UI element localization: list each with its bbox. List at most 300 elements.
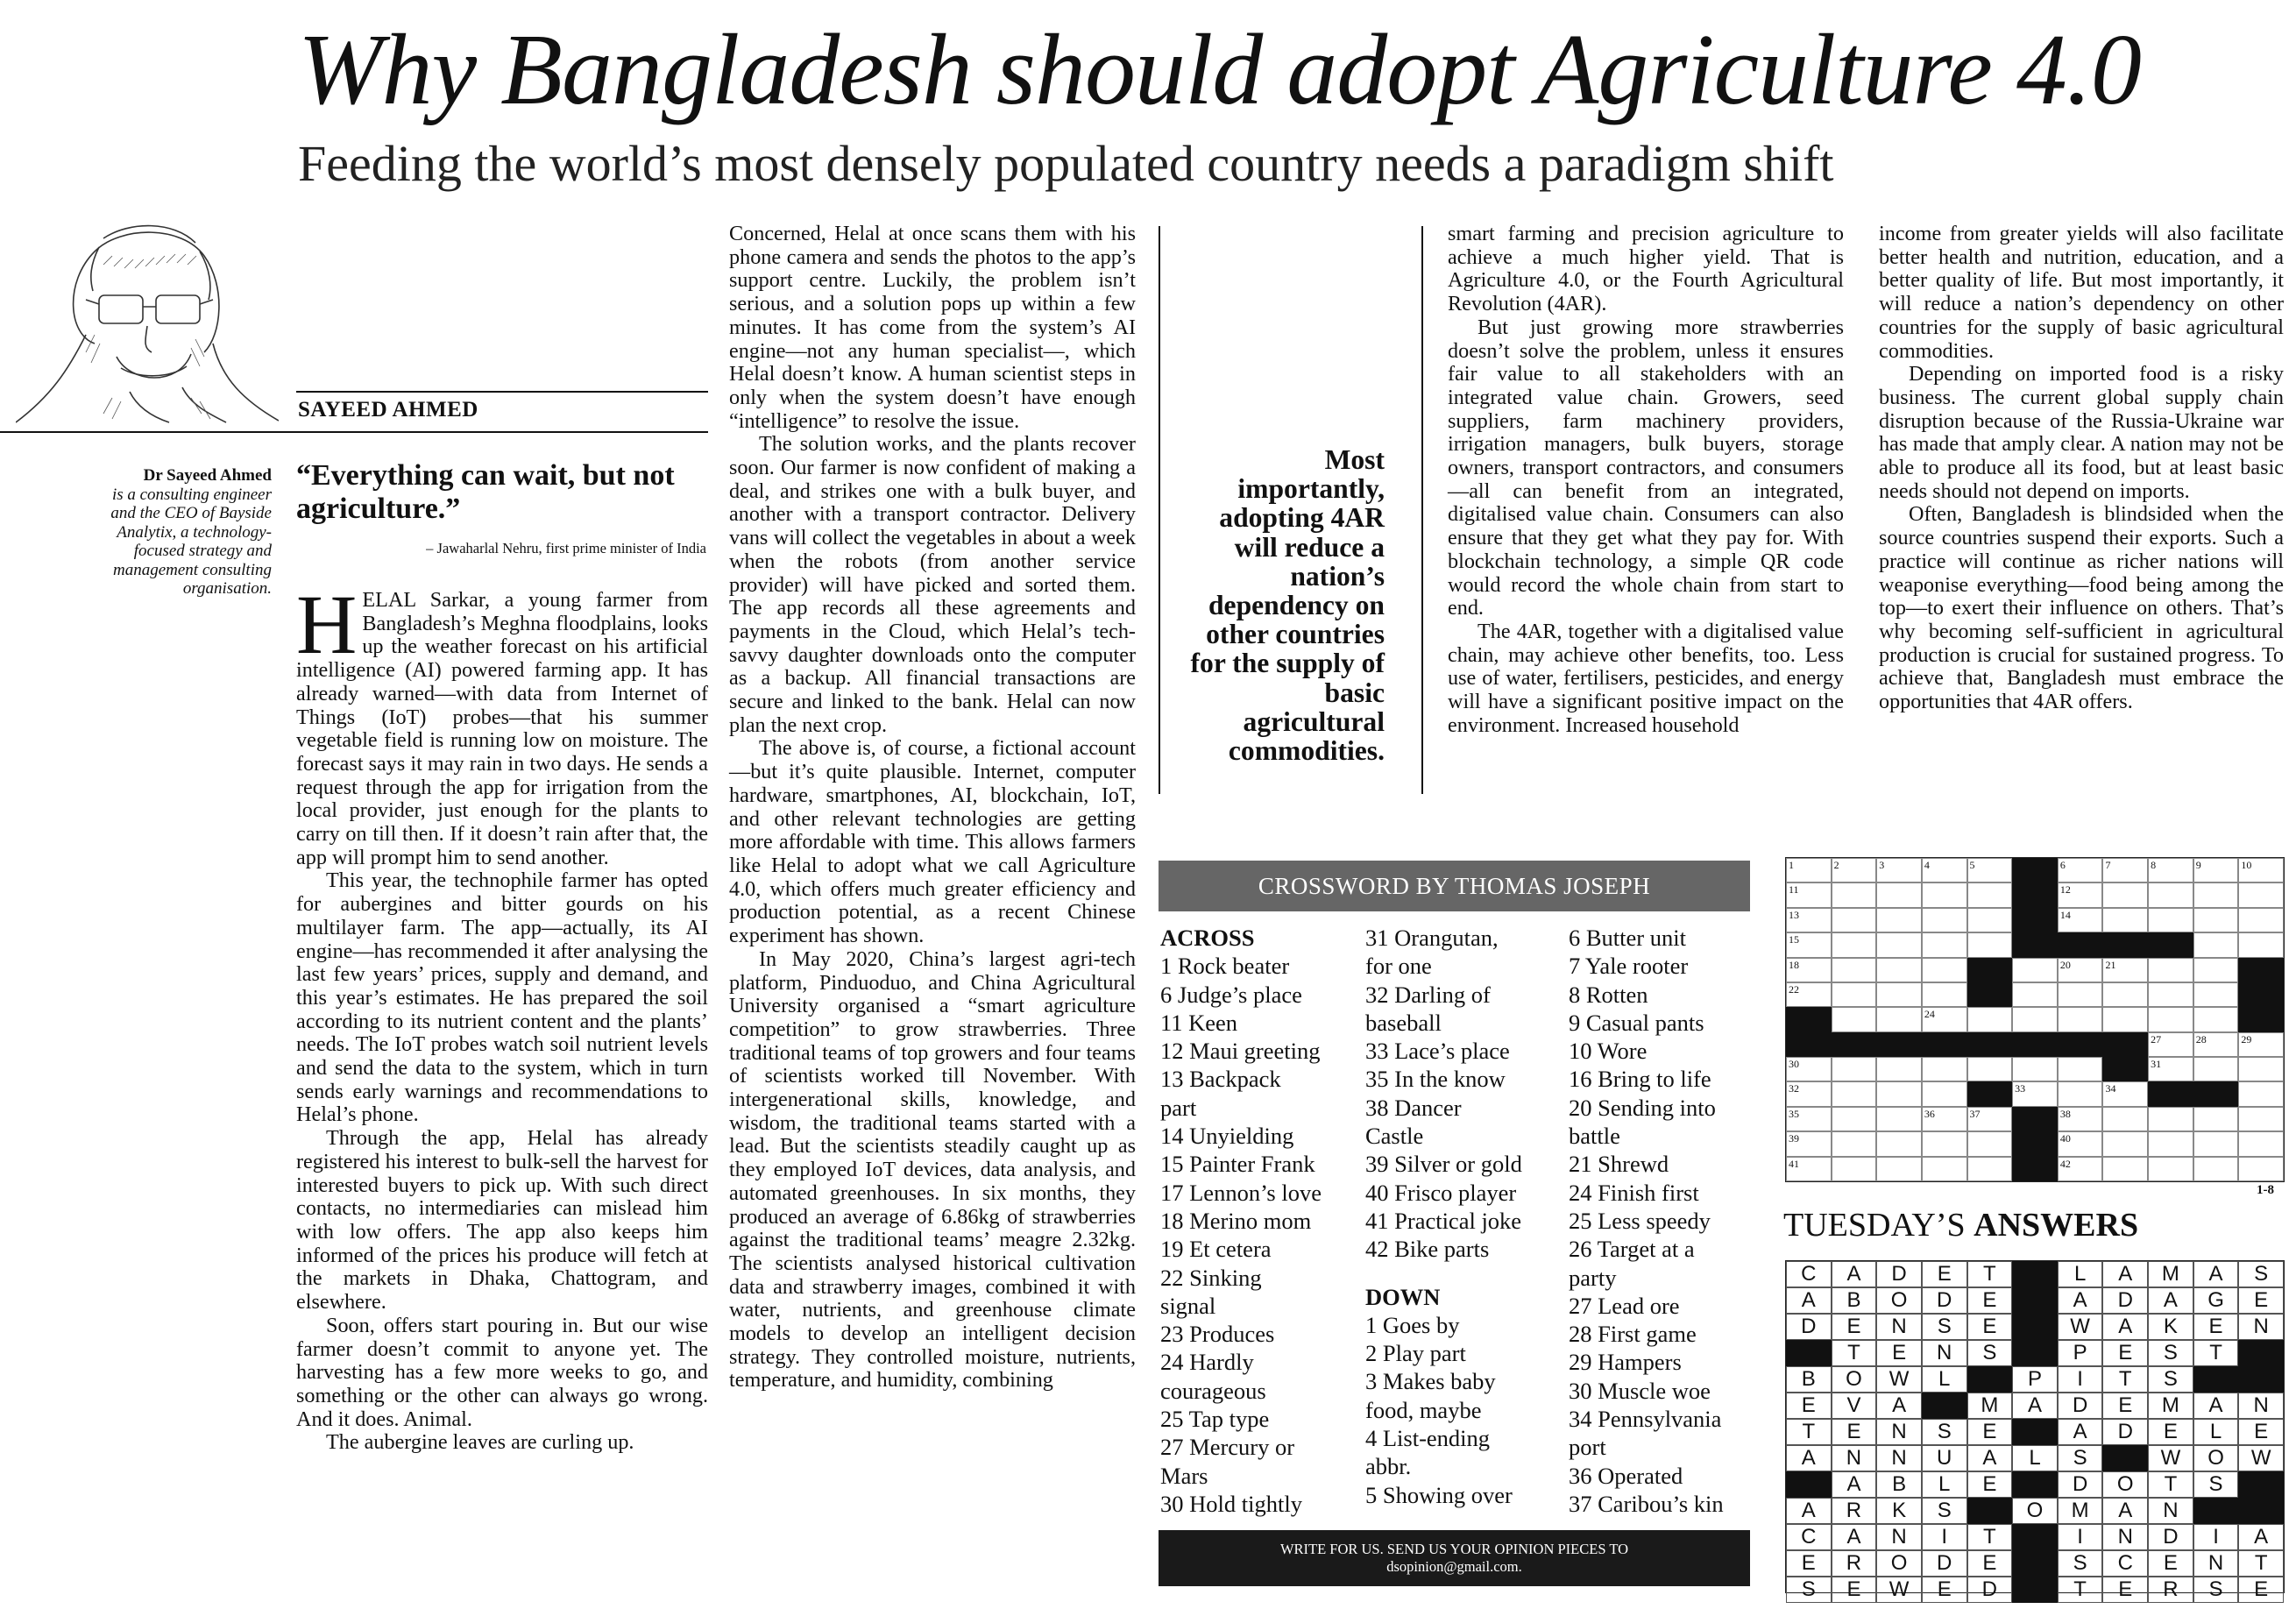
clue: 29 Hampers — [1569, 1349, 1682, 1376]
grid-cell — [1967, 1131, 2013, 1156]
answer-black-square — [2012, 1577, 2058, 1603]
answer-cell: R — [2148, 1577, 2193, 1603]
grid-black-square — [2148, 932, 2193, 957]
clue: party — [1569, 1264, 1617, 1291]
grid-black-square — [2238, 958, 2284, 982]
answer-cell: C — [1786, 1261, 1832, 1287]
answer-cell: T — [2193, 1340, 2239, 1366]
answer-cell: M — [2148, 1261, 2193, 1287]
answer-cell: S — [1922, 1498, 1967, 1524]
clue: 2 Play part — [1365, 1340, 1466, 1367]
grid-cell — [2012, 982, 2058, 1007]
clue-list — [1365, 1311, 1558, 1509]
grid-cell — [1967, 1007, 2013, 1031]
grid-cell: 34 — [2102, 1081, 2148, 1106]
byline: SAYEED AHMED — [298, 398, 478, 422]
answer-cell: S — [1786, 1577, 1832, 1603]
answer-black-square — [2193, 1366, 2239, 1393]
grid-cell — [1832, 958, 1877, 982]
grid-cell: 35 — [1786, 1107, 1832, 1131]
clue-list — [1569, 924, 1761, 1518]
grid-cell — [2058, 1007, 2103, 1031]
answer-cell: E — [1786, 1393, 1832, 1419]
clue: 38 Dancer — [1365, 1094, 1462, 1121]
answer-black-square — [2238, 1471, 2284, 1498]
answer-cell: A — [1967, 1445, 2013, 1471]
clue: 30 Muscle woe — [1569, 1377, 1711, 1404]
answer-cell: I — [2058, 1366, 2103, 1393]
clue: 23 Produces — [1160, 1321, 1275, 1348]
clue: 4 List-ending — [1365, 1425, 1491, 1452]
answer-cell: T — [1967, 1261, 2013, 1287]
bio-name: Dr Sayeed Ahmed — [143, 466, 272, 485]
grid-cell — [1922, 1157, 1967, 1181]
grid-cell: 13 — [1786, 908, 1832, 932]
grid-black-square — [2148, 1081, 2193, 1106]
grid-cell — [2148, 882, 2193, 907]
clue: 25 Tap type — [1160, 1406, 1270, 1433]
answer-cell: P — [2058, 1340, 2103, 1366]
grid-cell — [2193, 1157, 2239, 1181]
clue: 1 Goes by — [1365, 1311, 1460, 1338]
answer-cell: B — [1832, 1287, 1877, 1314]
grid-cell — [2148, 1107, 2193, 1131]
answer-cell: L — [1922, 1471, 1967, 1498]
clue: 40 Frisco player — [1365, 1179, 1517, 1206]
answer-cell: D — [2058, 1393, 2103, 1419]
grid-cell — [2238, 882, 2284, 907]
grid-black-square — [1832, 1032, 1877, 1057]
clue: 30 Hold tightly — [1160, 1490, 1302, 1517]
answer-black-square — [2193, 1498, 2239, 1524]
grid-cell — [1876, 882, 1922, 907]
answer-black-square — [1967, 1498, 2013, 1524]
grid-black-square — [2193, 1081, 2239, 1106]
clues-column-1 — [1160, 924, 1371, 1518]
article-paragraph: The 4AR, together with a digitalised value chain, may achieve other benefits, too. Less use of water, fertilisers, pesticides, and energy will have a significant positive impact on the environment. Increased household — [1448, 619, 1844, 737]
clue: 18 Merino mom — [1160, 1207, 1312, 1234]
article-paragraph: Often, Bangladesh is blindsided when the source countries suspend their exports. Such a practice will continue as richer nations will weaponise everything—food being among the top—to exert their influence on others. That’s why becoming self-sufficient in agricultural production is crucial for sustained progress. To achieve that, Bangladesh must embrace the opportunities that 4AR offers. — [1879, 502, 2284, 714]
answer-cell: E — [1876, 1340, 1922, 1366]
answer-cell: S — [2193, 1577, 2239, 1603]
answer-black-square — [2102, 1445, 2148, 1471]
clue: 6 Judge’s place — [1160, 981, 1302, 1008]
answers-title — [1783, 1208, 2138, 1243]
grid-black-square — [2058, 932, 2103, 957]
grid-cell — [1876, 1007, 1922, 1031]
answer-cell: V — [1832, 1393, 1877, 1419]
answer-cell: A — [1832, 1471, 1877, 1498]
answer-cell: D — [2102, 1287, 2148, 1314]
grid-cell — [2238, 932, 2284, 957]
grid-cell — [2148, 982, 2193, 1007]
answer-cell: A — [2238, 1524, 2284, 1550]
article-paragraph: The solution works, and the plants recover soon. Our farmer is now confident of making a deal, and strikes one with a bulk buyer, and another with a transport contractor. Delivery vans will collect the vegetables in about a week when the robots (from another service provider) will have picked and sorted them. The app records all these agreements and payments in the Cloud, which Helal’s tech-savvy daughter downloads onto the computer as a backup. All financial transactions are secure and linked to the bank. Helal can now plan the next crop. — [729, 432, 1136, 737]
clue: 11 Keen — [1160, 1009, 1238, 1036]
answer-cell: N — [1876, 1445, 1922, 1471]
grid-cell — [2193, 958, 2239, 982]
answer-black-square — [2238, 1340, 2284, 1366]
article-paragraph: Concerned, Helal at once scans them with his phone camera and sends the photos to the app’s support centre. Luckily, the problem isn’t serious, and a solution pops up within a few minutes. It has come from the system’s AI engine—not any human specialist—, which Helal doesn’t know. A human scientist steps in only when the system doesn’t have enough “intelligence” to resolve the issue. — [729, 222, 1136, 433]
answer-cell: N — [2238, 1393, 2284, 1419]
grid-black-square — [1786, 1007, 1832, 1031]
grid-black-square — [2238, 982, 2284, 1007]
answer-cell: L — [2193, 1419, 2239, 1445]
answer-cell: S — [2193, 1471, 2239, 1498]
grid-cell — [1922, 958, 1967, 982]
grid-cell: 8 — [2148, 858, 2193, 882]
crossword-header: CROSSWORD BY THOMAS JOSEPH — [1159, 861, 1750, 911]
answer-cell: E — [2102, 1340, 2148, 1366]
answer-black-square — [2012, 1419, 2058, 1445]
answer-cell: D — [1876, 1261, 1922, 1287]
answer-cell: T — [2102, 1366, 2148, 1393]
article-paragraph: smart farming and precision agriculture to achieve a much higher yield. That is Agriculture 4.0, or the Fourth Agricultural Revolution (4AR). — [1448, 222, 1844, 316]
grid-cell — [2238, 1057, 2284, 1081]
answer-cell: S — [2058, 1550, 2103, 1577]
answer-cell: D — [2058, 1471, 2103, 1498]
grid-cell — [1832, 1157, 1877, 1181]
answer-cell: B — [1876, 1471, 1922, 1498]
article-paragraph: Soon, offers start pouring in. But our wise farmer doesn’t commit to anyone yet. The harvesting has a few more weeks to go, and something or the other can always go wrong. And it does. Animal. — [296, 1313, 708, 1431]
grid-cell — [1876, 1157, 1922, 1181]
answer-cell: D — [2102, 1419, 2148, 1445]
grid-cell — [2012, 1057, 2058, 1081]
grid-cell — [1876, 958, 1922, 982]
grid-cell — [2102, 1107, 2148, 1131]
grid-cell: 22 — [1786, 982, 1832, 1007]
grid-cell — [2102, 1007, 2148, 1031]
answer-cell: E — [2148, 1550, 2193, 1577]
article-column-3 — [1448, 223, 1844, 737]
grid-cell — [1967, 1057, 2013, 1081]
clue: baseball — [1365, 1009, 1442, 1036]
answer-cell: A — [2102, 1314, 2148, 1340]
grid-black-square — [2012, 1032, 2058, 1057]
grid-black-square — [2102, 1032, 2148, 1057]
answer-cell: I — [2193, 1524, 2239, 1550]
grid-cell: 4 — [1922, 858, 1967, 882]
answer-cell: C — [1786, 1524, 1832, 1550]
answer-cell: U — [1922, 1445, 1967, 1471]
answer-cell: E — [1967, 1314, 2013, 1340]
grid-cell: 37 — [1967, 1107, 2013, 1131]
answer-cell: E — [1967, 1419, 2013, 1445]
clue: for one — [1365, 953, 1432, 980]
bio-text: is a consulting engineer and the CEO of Bayside Analytix, a technology-focused strategy and management consulting organisation. — [110, 485, 272, 598]
grid-cell: 36 — [1922, 1107, 1967, 1131]
grid-cell — [2193, 982, 2239, 1007]
answer-cell: S — [2148, 1366, 2193, 1393]
answer-cell: M — [2058, 1498, 2103, 1524]
clue: 27 Mercury or — [1160, 1434, 1295, 1461]
answer-cell: N — [2193, 1550, 2239, 1577]
answer-cell: M — [1967, 1393, 2013, 1419]
answer-cell: A — [1832, 1524, 1877, 1550]
answer-cell: O — [1876, 1287, 1922, 1314]
answers-grid — [1785, 1260, 2285, 1601]
clue: 7 Yale rooter — [1569, 953, 1689, 980]
grid-cell: 5 — [1967, 858, 2013, 882]
answer-cell: M — [2148, 1393, 2193, 1419]
grid-cell — [1922, 1057, 1967, 1081]
grid-cell — [1832, 1057, 1877, 1081]
answer-cell: A — [2193, 1393, 2239, 1419]
answer-black-square — [1786, 1340, 1832, 1366]
clue: 33 Lace’s place — [1365, 1038, 1510, 1065]
clue: Mars — [1160, 1462, 1208, 1489]
epigraph-attribution: – Jawaharlal Nehru, first prime minister of India — [426, 540, 706, 556]
grid-black-square — [1967, 1032, 2013, 1057]
grid-cell — [1922, 932, 1967, 957]
grid-cell: 15 — [1786, 932, 1832, 957]
answer-cell: C — [2102, 1550, 2148, 1577]
clue: 16 Bring to life — [1569, 1066, 1711, 1093]
answer-black-square — [2238, 1366, 2284, 1393]
grid-cell — [1832, 932, 1877, 957]
pullquote-rule-right — [1421, 226, 1423, 794]
answer-cell: D — [1922, 1287, 1967, 1314]
grid-cell — [1876, 932, 1922, 957]
grid-cell — [1922, 1081, 1967, 1106]
grid-cell — [2058, 982, 2103, 1007]
answer-cell: L — [1922, 1366, 1967, 1393]
grid-cell — [2102, 882, 2148, 907]
answer-cell: T — [2238, 1550, 2284, 1577]
answer-black-square — [1922, 1393, 1967, 1419]
grid-cell — [2102, 982, 2148, 1007]
clue: 39 Silver or gold — [1365, 1151, 1522, 1178]
author-portrait — [16, 203, 279, 428]
answer-cell: A — [1786, 1287, 1832, 1314]
grid-black-square — [2012, 1131, 2058, 1156]
clue: 19 Et cetera — [1160, 1236, 1272, 1263]
answer-cell: N — [1876, 1314, 1922, 1340]
grid-cell — [2193, 932, 2239, 957]
clue: 12 Maui greeting — [1160, 1038, 1321, 1065]
answer-cell: A — [1832, 1261, 1877, 1287]
grid-black-square — [2012, 932, 2058, 957]
clues-column-2 — [1365, 924, 1558, 1509]
grid-cell: 9 — [2193, 858, 2239, 882]
answer-cell: A — [2148, 1287, 2193, 1314]
clue: 5 Showing over — [1365, 1481, 1513, 1508]
grid-cell: 31 — [2148, 1057, 2193, 1081]
grid-cell — [2148, 1157, 2193, 1181]
answer-cell: S — [1922, 1419, 1967, 1445]
answer-cell: O — [1832, 1366, 1877, 1393]
grid-cell — [1967, 932, 2013, 957]
grid-cell: 20 — [2058, 958, 2103, 982]
answer-cell: T — [1967, 1524, 2013, 1550]
clue-list — [1365, 924, 1558, 1264]
grid-cell: 6 — [2058, 858, 2103, 882]
answer-cell: E — [1967, 1550, 2013, 1577]
grid-cell: 40 — [2058, 1131, 2103, 1156]
grid-black-square — [2012, 1157, 2058, 1181]
grid-cell — [2238, 1157, 2284, 1181]
answer-cell: A — [1876, 1393, 1922, 1419]
grid-cell: 38 — [2058, 1107, 2103, 1131]
grid-cell: 11 — [1786, 882, 1832, 907]
answer-black-square — [2012, 1471, 2058, 1498]
grid-cell: 29 — [2238, 1032, 2284, 1057]
grid-black-square — [1967, 1081, 2013, 1106]
answer-cell: S — [2148, 1340, 2193, 1366]
grid-black-square — [1922, 1032, 1967, 1057]
grid-cell — [1967, 1157, 2013, 1181]
answer-cell: D — [2148, 1524, 2193, 1550]
grid-black-square — [1967, 958, 2013, 982]
grid-cell — [1876, 1131, 1922, 1156]
clue: battle — [1569, 1123, 1620, 1150]
grid-cell — [2193, 882, 2239, 907]
crossword-date-code: 1-8 — [2257, 1183, 2274, 1197]
grid-cell — [2238, 1081, 2284, 1106]
answer-cell: E — [2238, 1577, 2284, 1603]
grid-cell — [2058, 1081, 2103, 1106]
grid-cell — [2193, 1107, 2239, 1131]
clue: Castle — [1365, 1123, 1424, 1150]
clue: 17 Lennon’s love — [1160, 1179, 1322, 1206]
answer-black-square — [2012, 1524, 2058, 1550]
answer-cell: I — [1922, 1524, 1967, 1550]
grid-cell — [1922, 908, 1967, 932]
answer-cell: T — [2058, 1577, 2103, 1603]
grid-cell — [1922, 982, 1967, 1007]
answer-cell: N — [1876, 1419, 1922, 1445]
answer-cell: E — [1832, 1419, 1877, 1445]
grid-black-square — [2102, 1057, 2148, 1081]
answer-cell: K — [2148, 1314, 2193, 1340]
article-paragraph: Depending on imported food is a risky business. The current global supply chain disruption because of the Russia-Ukraine war has made that amply clear. A nation may not be able to produce all its food, but at least basic needs should not depend on imports. — [1879, 362, 2284, 503]
clue: 34 Pennsylvania — [1569, 1406, 1722, 1433]
answer-cell: W — [1876, 1366, 1922, 1393]
footer-email: dsopinion@gmail.com. — [1386, 1558, 1522, 1575]
grid-cell — [1876, 1107, 1922, 1131]
answer-black-square — [2012, 1261, 2058, 1287]
clue: 27 Lead ore — [1569, 1292, 1680, 1319]
answers-title-day: TUESDAY’S — [1783, 1207, 1966, 1244]
answer-cell: A — [2058, 1419, 2103, 1445]
grid-cell: 21 — [2102, 958, 2148, 982]
clue: courageous — [1160, 1377, 1266, 1404]
grid-cell — [2238, 1107, 2284, 1131]
grid-cell: 27 — [2148, 1032, 2193, 1057]
clue: food, maybe — [1365, 1396, 1482, 1423]
grid-black-square — [2012, 908, 2058, 932]
grid-cell — [2102, 1157, 2148, 1181]
pullquote-rule-left — [1159, 226, 1160, 794]
grid-cell — [1876, 982, 1922, 1007]
grid-cell — [1922, 882, 1967, 907]
answer-cell: A — [2012, 1393, 2058, 1419]
article-paragraph: But just growing more strawberries doesn’t solve the problem, unless it ensures fair value to all stakeholders with an integrated value chain. Growers, seed suppliers, farm machinery providers, irrigation managers, bulk buyers, storage owners, transport contractors, and consumers—all can benefit from an integrated, digitalised value chain. Consumers can also ensure that they get what they pay for. With blockchain technology, a simple QR code would record the whole chain from start to end. — [1448, 315, 1844, 620]
answer-cell: W — [2058, 1314, 2103, 1340]
clue: 26 Target at a — [1569, 1236, 1695, 1263]
clue: 9 Casual pants — [1569, 1009, 1704, 1036]
answer-cell: E — [1832, 1577, 1877, 1603]
answer-cell: A — [2193, 1261, 2239, 1287]
epigraph-quote: “Everything can wait, but not agriculture.” — [296, 459, 675, 525]
answer-cell: O — [1876, 1550, 1922, 1577]
grid-cell: 3 — [1876, 858, 1922, 882]
grid-cell — [2193, 1131, 2239, 1156]
grid-cell — [2012, 1007, 2058, 1031]
answer-cell: N — [2148, 1498, 2193, 1524]
answer-cell: W — [2148, 1445, 2193, 1471]
answer-cell: R — [1832, 1550, 1877, 1577]
article-paragraph: The above is, of course, a fictional account—but it’s quite plausible. Internet, computer hardware, smartphones, AI, blockchain, IoT, and other relevant technologies are getting more affordable with time. This allows farmers like Helal to adopt what we call Agriculture 4.0, which offers much greater efficiency and production potential, as a recent Chinese experiment has shown. — [729, 736, 1136, 948]
answer-black-square — [2238, 1498, 2284, 1524]
answer-cell: A — [2102, 1261, 2148, 1287]
answer-cell: N — [2102, 1524, 2148, 1550]
answer-black-square — [2012, 1287, 2058, 1314]
grid-cell — [1832, 982, 1877, 1007]
grid-black-square — [2058, 1032, 2103, 1057]
clue: 31 Orangutan, — [1365, 925, 1499, 951]
grid-black-square — [1876, 1032, 1922, 1057]
subhead: Feeding the world’s most densely populated country needs a paradigm shift — [298, 135, 1834, 192]
clue: part — [1160, 1094, 1197, 1121]
answer-cell: N — [1876, 1524, 1922, 1550]
clues-column-3 — [1569, 924, 1761, 1518]
article-column-1 — [296, 578, 708, 1455]
grid-cell — [1832, 908, 1877, 932]
down-title: DOWN — [1365, 1283, 1441, 1310]
clue: 32 Darling of — [1365, 981, 1491, 1008]
answer-cell: O — [2012, 1498, 2058, 1524]
clue: port — [1569, 1434, 1606, 1461]
answer-cell: T — [1832, 1340, 1877, 1366]
grid-cell — [2193, 1007, 2239, 1031]
grid-cell: 24 — [1922, 1007, 1967, 1031]
article-column-2 — [729, 223, 1136, 1393]
grid-cell — [2148, 1131, 2193, 1156]
answer-cell: S — [2058, 1445, 2103, 1471]
clue: 25 Less speedy — [1569, 1207, 1711, 1234]
grid-cell: 14 — [2058, 908, 2103, 932]
grid-black-square — [2012, 1107, 2058, 1131]
clue-list — [1160, 952, 1371, 1518]
answer-black-square — [2012, 1314, 2058, 1340]
clue: signal — [1160, 1292, 1216, 1319]
answer-cell: S — [1967, 1340, 2013, 1366]
grid-black-square — [1967, 982, 2013, 1007]
grid-cell: 39 — [1786, 1131, 1832, 1156]
crossword-grid — [1785, 857, 2285, 1182]
grid-cell — [1967, 882, 2013, 907]
grid-cell — [2102, 908, 2148, 932]
grid-cell — [2148, 958, 2193, 982]
article-paragraph: This year, the technophile farmer has opted for aubergines and bitter gourds on his multilayer farm. The app—actually, its AI engine—has recommended it after analysing the last few years’ prices, supply and demand, and this year’s estimates. He has prepared the soil according to its nutrient content and the plants’ needs. The IoT probes watch soil nutrient levels and send the data to the system, which in turn sends early warnings and recommendations to Helal’s phone. — [296, 868, 708, 1127]
grid-cell — [1922, 1131, 1967, 1156]
grid-cell: 33 — [2012, 1081, 2058, 1106]
clue: 14 Unyielding — [1160, 1123, 1294, 1150]
grid-cell — [2193, 1057, 2239, 1081]
grid-cell — [2012, 958, 2058, 982]
grid-cell: 30 — [1786, 1057, 1832, 1081]
grid-cell — [2238, 1131, 2284, 1156]
answer-cell: P — [2012, 1366, 2058, 1393]
clue: 20 Sending into — [1569, 1094, 1716, 1121]
answer-cell: A — [2058, 1287, 2103, 1314]
grid-cell — [1876, 1081, 1922, 1106]
grid-cell: 42 — [2058, 1157, 2103, 1181]
byline-rule-bottom — [0, 431, 708, 433]
clue: 28 First game — [1569, 1321, 1697, 1348]
grid-cell: 2 — [1832, 858, 1877, 882]
